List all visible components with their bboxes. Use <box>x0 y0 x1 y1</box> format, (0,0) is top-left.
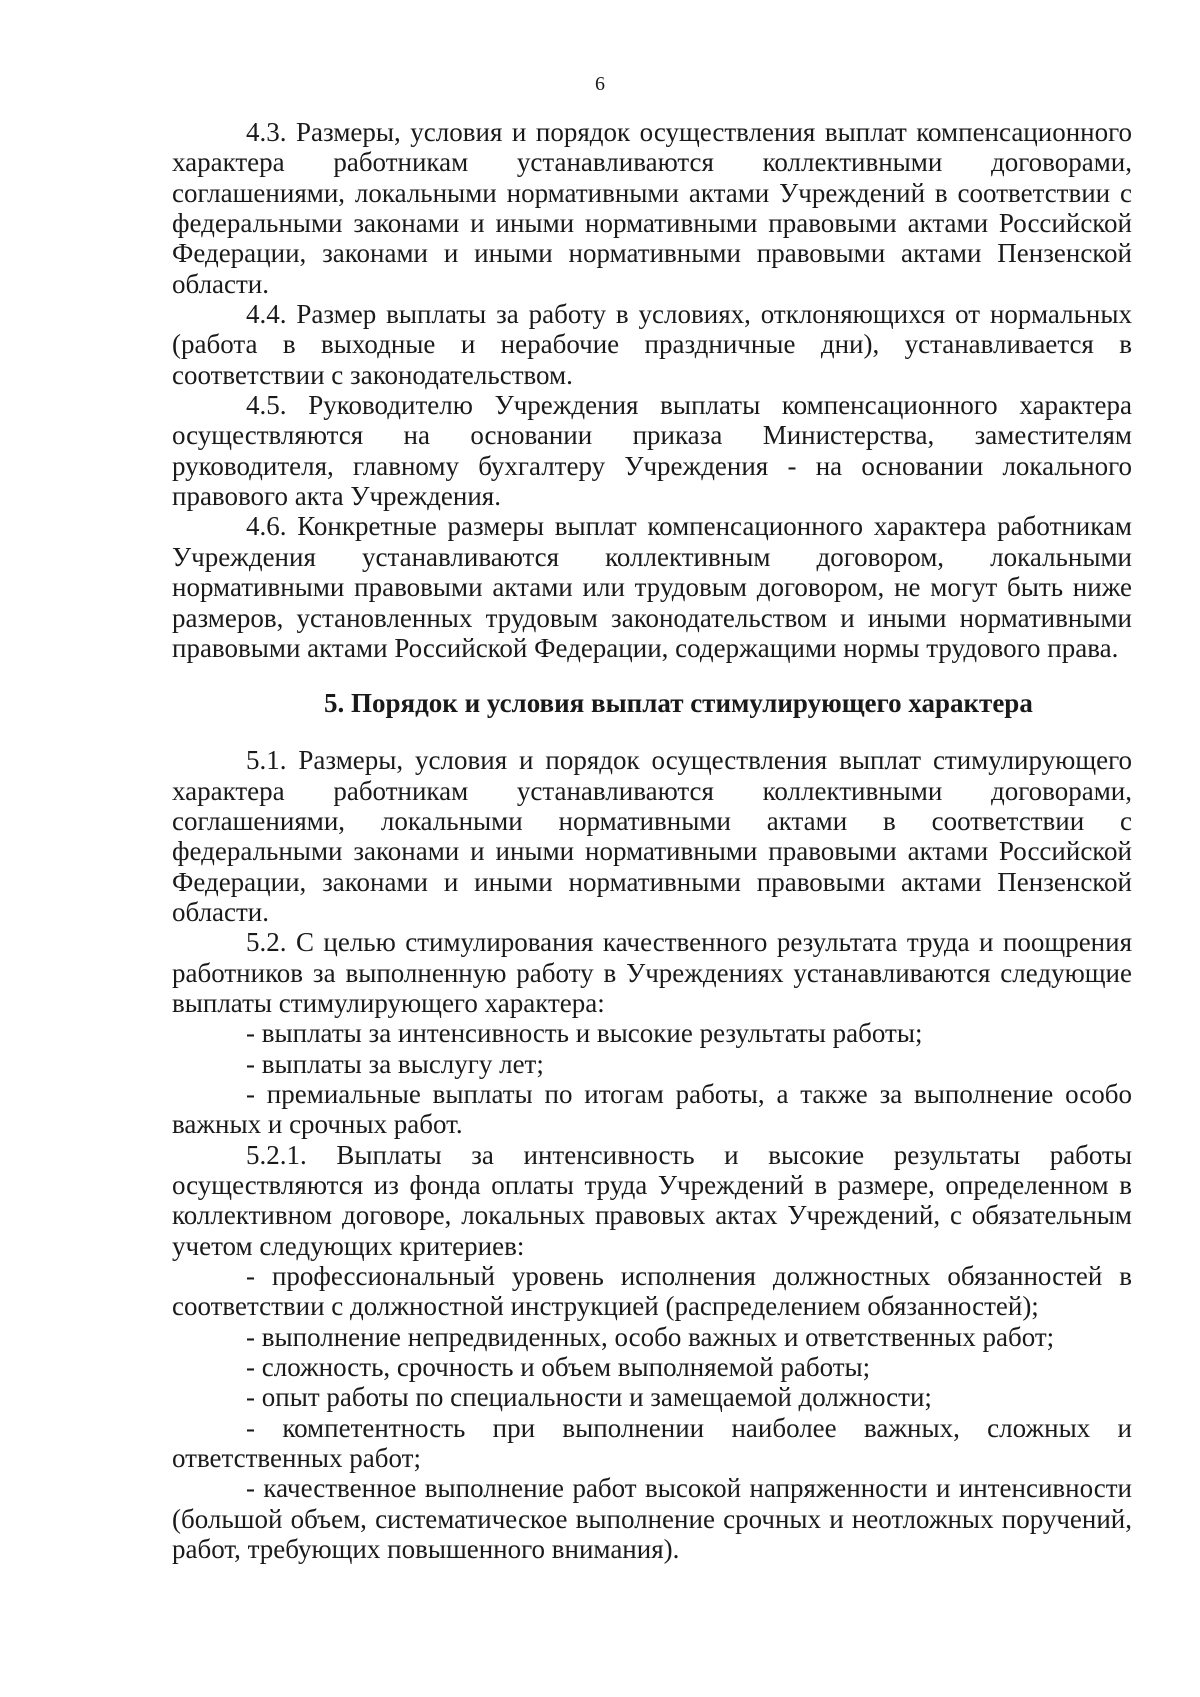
paragraph-4-4: 4.4. Размер выплаты за работу в условиях, отклоняющихся от нормальных (работа в выходные и нерабочие праздничные дни), устанавливается в соответствии с законодательством. <box>172 299 1132 390</box>
list-item: - компетентность при выполнении наиболее важных, сложных и ответственных работ; <box>172 1412 1132 1474</box>
paragraph-5-2: 5.2. С целью стимулирования качественного результата труда и поощрения работников за выполненную работу в Учреждениях устанавливаются следующие выплаты стимулирующего характера: <box>172 927 1132 1018</box>
page-number: 6 <box>595 73 605 95</box>
list-item: - выплаты за выслугу лет; <box>246 1048 544 1079</box>
list-item: - опыт работы по специальности и замещаемой должности; <box>246 1382 932 1413</box>
paragraph-5-2-1: 5.2.1. Выплаты за интенсивность и высокие результаты работы осуществляются из фонда оплаты труда Учреждений в размере, определенном в коллективном договоре, локальных правовых актах Учреждений, с обязательным учетом следующих критериев: <box>172 1139 1132 1261</box>
list-item: - выполнение непредвиденных, особо важных и ответственных работ; <box>246 1321 1055 1352</box>
list-item: - сложность, срочность и объем выполняемой работы; <box>246 1352 871 1383</box>
list-item: - премиальные выплаты по итогам работы, а также за выполнение особо важных и срочных работ. <box>172 1078 1132 1140</box>
paragraph-4-6: 4.6. Конкретные размеры выплат компенсационного характера работникам Учреждения устанавливаются коллективным договором, локальными нормативными правовыми актами или трудовым договором, не могут быть ниже размеров, установленных трудовым законодательством и иными нормативными правовыми актами Российской Федерации, содержащими нормы трудового права. <box>172 511 1132 663</box>
paragraph-5-1: 5.1. Размеры, условия и порядок осуществления выплат стимулирующего характера работникам устанавливаются коллективными договорами, соглашениями, локальными нормативными актами в соответствии с федеральными законами и иными нормативными правовыми актами Российской Федерации, законами и иными нормативными правовыми актами Пензенской области. <box>172 745 1132 927</box>
list-item: - профессиональный уровень исполнения должностных обязанностей в соответствии с должностной инструкцией (распределением обязанностей); <box>172 1261 1132 1322</box>
list-item: - выплаты за интенсивность и высокие результаты работы; <box>246 1018 923 1049</box>
section-5-heading: 5. Порядок и условия выплат стимулирующего характера <box>324 688 1033 719</box>
paragraph-4-5: 4.5. Руководителю Учреждения выплаты компенсационного характера осуществляются на основании приказа Министерства, заместителям руководителя, главному бухгалтеру Учреждения - на основании локального правового акта Учреждения. <box>172 390 1132 512</box>
list-item: - качественное выполнение работ высокой напряженности и интенсивности (большой объем, систематическое выполнение срочных и неотложных поручений, работ, требующих повышенного внимания). <box>172 1473 1132 1565</box>
paragraph-4-3: 4.3. Размеры, условия и порядок осуществления выплат компенсационного характера работникам устанавливаются коллективными договорами, соглашениями, локальными нормативными актами Учреждений в соответствии с федеральными законами и иными нормативными правовыми актами Российской Федерации, законами и иными нормативными правовыми актами Пензенской области. <box>172 117 1132 299</box>
document-body <box>172 117 1132 1564</box>
